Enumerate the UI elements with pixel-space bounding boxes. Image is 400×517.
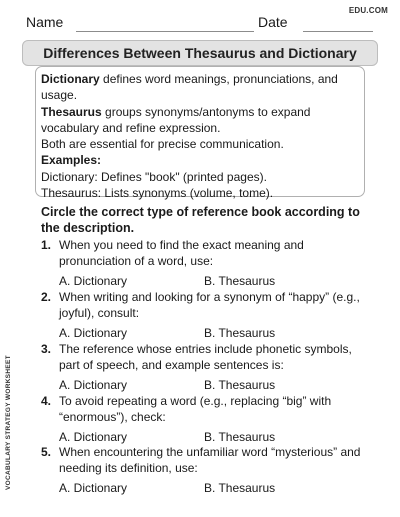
option-dictionary[interactable]: A. Dictionary: [59, 481, 128, 495]
option-dictionary[interactable]: A. Dictionary: [59, 326, 128, 340]
answer-options: [59, 377, 371, 393]
both-note: Both are essential for precise communication.: [41, 137, 284, 152]
answer-options: [59, 273, 371, 289]
option-thesaurus[interactable]: B. Thesaurus: [204, 326, 276, 340]
option-dictionary[interactable]: A. Dictionary: [59, 274, 128, 288]
option-thesaurus[interactable]: B. Thesaurus: [204, 430, 276, 444]
name-line[interactable]: [76, 31, 254, 32]
question-text: The reference whose entries include phonetic symbols, part of speech, and example sentences is:: [59, 342, 352, 372]
question-text: To avoid repeating a word (e.g., replacing “big” with “enormous”), check:: [59, 394, 332, 424]
answer-options: [59, 480, 371, 496]
side-label: VOCABULARY STRATEGY WORKSHEET: [5, 355, 12, 490]
dictionary-definition: Dictionary defines word meanings, pronunciations, and usage.: [41, 72, 338, 103]
examples-label: Examples:: [41, 153, 102, 168]
example-thesaurus: Thesaurus: Lists synonyms (volume, tome).: [41, 186, 274, 201]
question-1: 1. When you need to find the exact meaning and pronunciation of a word, use: A. Dictionary B. Thesaurus: [41, 237, 371, 289]
dictionary-term: Dictionary: [41, 72, 100, 86]
brand-logo: EDU.COM: [348, 6, 388, 15]
instructions: Circle the correct type of reference book according to the description.: [41, 205, 360, 235]
question-text: When writing and looking for a synonym of “happy” (e.g., joyful), consult:: [59, 290, 360, 320]
option-thesaurus[interactable]: B. Thesaurus: [204, 481, 276, 495]
answer-options: [59, 429, 371, 445]
thesaurus-term: Thesaurus: [41, 104, 102, 119]
date-label: Date: [258, 14, 288, 30]
info-box: [35, 66, 365, 201]
header: [20, 14, 380, 34]
thesaurus-definition: Thesaurus groups synonyms/antonyms to expand vocabulary and refine expression.: [41, 104, 311, 135]
answer-options: [59, 325, 371, 341]
question-2: 2. When writing and looking for a synonym of “happy” (e.g., joyful), consult: A. Dictionary B. Thesaurus: [41, 289, 371, 341]
option-thesaurus[interactable]: B. Thesaurus: [204, 378, 276, 392]
name-label: Name: [26, 14, 64, 30]
question-text: When encountering the unfamiliar word “mysterious” and needing its definition, use:: [59, 445, 361, 475]
option-dictionary[interactable]: A. Dictionary: [59, 430, 128, 444]
date-line[interactable]: [303, 31, 373, 32]
question-text: When you need to find the exact meaning and pronunciation of a word, use:: [59, 238, 304, 268]
option-dictionary[interactable]: A. Dictionary: [59, 378, 128, 392]
example-dictionary: Dictionary: Defines "book" (printed pages).: [41, 169, 267, 184]
question-5: 5. When encountering the unfamiliar word “mysterious” and needing its definition, use: A. Dictionary B. Thesaurus: [41, 444, 371, 496]
question-3: 3. The reference whose entries include phonetic symbols, part of speech, and example sentences is: A. Dictionary B. Thesaurus: [41, 341, 371, 393]
worksheet-title: Differences Between Thesaurus and Dictionary: [22, 40, 378, 66]
question-4: 4. To avoid repeating a word (e.g., replacing “big” with “enormous”), check: A. Dictionary B. Thesaurus: [41, 393, 371, 445]
option-thesaurus[interactable]: B. Thesaurus: [204, 274, 276, 288]
